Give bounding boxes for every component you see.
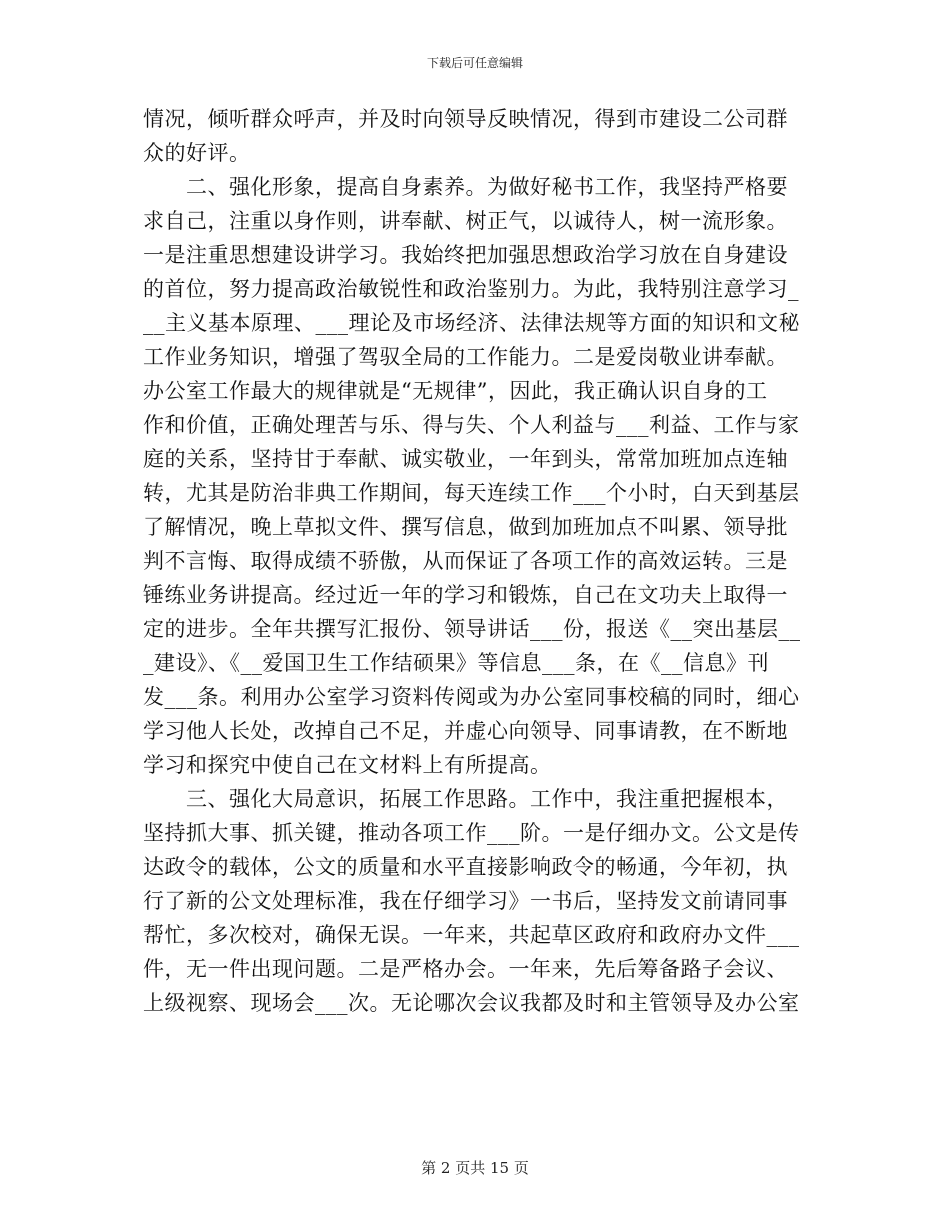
text-line: 的首位，努力提高政治敏锐性和政治鉴别力。为此，我特别注意学习_: [143, 277, 799, 301]
text-line: 行了新的公文处理标准，我在仔细学习》一书后，坚持发文前请同事: [143, 889, 788, 913]
text-line: 情况，倾听群众呼声，并及时向领导反映情况，得到市建设二公司群: [143, 107, 788, 131]
text-line: 庭的关系，坚持甘于奉献、诚实敬业，一年到头，常常加班加点连轴: [143, 447, 788, 471]
text-line: 帮忙，多次校对，确保无误。一年来，共起草区政府和政府办文件___: [143, 923, 800, 947]
text-line: 学习他人长处，改掉自己不足，并虚心向领导、同事请教，在不断地: [143, 719, 788, 743]
text-line: _建设》、《__爱国卫生工作结硕果》等信息___条，在《__信息》刊: [143, 651, 769, 675]
text-line: 定的进步。全年共撰写汇报份、领导讲话___份，报送《__突出基层__: [143, 617, 801, 641]
page-header: 下载后可任意编辑: [426, 56, 523, 70]
text-line: 了解情况，晚上草拟文件、撰写信息，做到加班加点不叫累、领导批: [143, 515, 788, 539]
text-line: 判不言悔、取得成绩不骄傲，从而保证了各项工作的高效运转。三是: [143, 549, 788, 573]
text-line: 求自己，注重以身作则，讲奉献、树正气，以诚待人，树一流形象。: [143, 209, 788, 233]
text-line: 锤练业务讲提高。经过近一年的学习和锻炼，自己在文功夫上取得一: [143, 583, 788, 607]
text-line: 发___条。利用办公室学习资料传阅或为办公室同事校稿的同时，细心: [143, 685, 800, 709]
text-line: __主义基本原理、___理论及市场经济、法律法规等方面的知识和文秘: [143, 311, 800, 335]
text-line: 工作业务知识，增强了驾驭全局的工作能力。二是爱岗敬业讲奉献。: [143, 345, 788, 369]
text-line: 件，无一件出现问题。二是严格办会。一年来，先后筹备路子会议、: [143, 957, 788, 981]
text-line: 坚持抓大事、抓关键，推动各项工作___阶。一是仔细办文。公文是传: [143, 821, 800, 845]
text-line: 众的好评。: [143, 141, 251, 165]
text-line: 转，尤其是防治非典工作期间，每天连续工作___个小时，白天到基层: [143, 481, 800, 505]
text-line: 办公室工作最大的规律就是“无规律”，因此，我正确认识自身的工: [143, 379, 768, 403]
text-line: 达政令的载体，公文的质量和水平直接影响政令的畅通，今年初，执: [143, 855, 788, 879]
text-line: 上级视察、现场会___次。无论哪次会议我都及时和主管领导及办公室: [143, 991, 800, 1015]
text-line: 作和价值，正确处理苦与乐、得与失、个人利益与___利益、工作与家: [143, 413, 800, 437]
page-footer: 第 2 页共 15 页: [421, 1159, 529, 1177]
text-line: 一是注重思想建设讲学习。我始终把加强思想政治学习放在自身建设: [143, 243, 788, 267]
text-line: 二、强化形象，提高自身素养。为做好秘书工作，我坚持严格要: [143, 175, 788, 199]
text-line: 三、强化大局意识，拓展工作思路。工作中，我注重把握根本，: [143, 787, 788, 811]
text-line: 学习和探究中使自己在文材料上有所提高。: [143, 753, 552, 777]
